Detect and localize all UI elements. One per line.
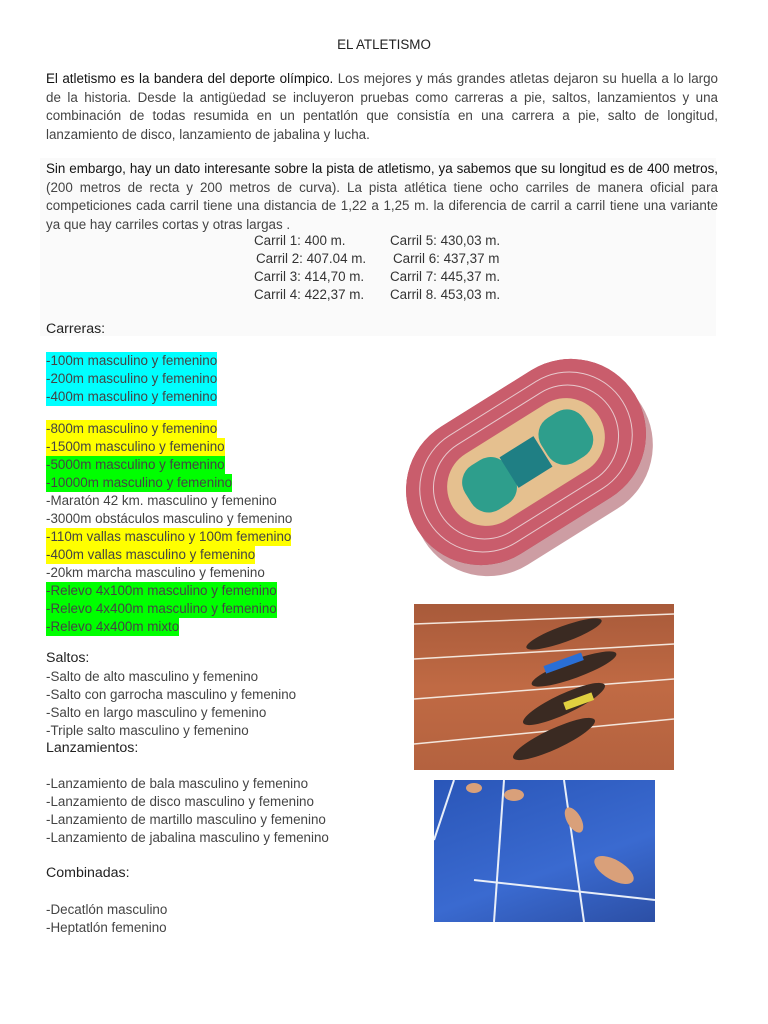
sprinters-start-photo [414, 604, 674, 770]
list-item: -Relevo 4x400m mixto [46, 619, 180, 634]
intro-paragraph [46, 70, 718, 144]
saltos-heading: Saltos: [46, 650, 90, 666]
list-item: -800m masculino y femenino [46, 421, 218, 436]
lane-length: Carril 7: 445,37 m. [390, 269, 501, 284]
lane-length: Carril 1: 400 m. [254, 233, 346, 248]
list-item: -Decatlón masculino [46, 902, 168, 917]
list-item: -10000m masculino y femenino [46, 475, 233, 490]
list-item: -100m masculino y femenino [46, 353, 218, 368]
track-stadium-image [388, 332, 664, 592]
list-item: -Relevo 4x400m masculino y femenino [46, 601, 277, 616]
list-item: -Lanzamiento de jabalina masculino y femenino [46, 830, 329, 845]
list-item: -Salto de alto masculino y femenino [46, 669, 259, 684]
lane-length: Carril 5: 430,03 m. [390, 233, 501, 248]
lane-length: Carril 6: 437,37 m [393, 251, 500, 266]
list-item: -Lanzamiento de bala masculino y femenino [46, 776, 309, 791]
list-item: -3000m obstáculos masculino y femenino [46, 511, 293, 526]
list-item: -Lanzamiento de disco masculino y femenino [46, 794, 314, 809]
list-item: -20km marcha masculino y femenino [46, 565, 265, 580]
list-item: -Salto en largo masculino y femenino [46, 705, 267, 720]
intro-bold: El atletismo es la bandera del deporte olímpico. [46, 71, 334, 86]
lane-length: Carril 8. 453,03 m. [390, 287, 501, 302]
page-title: EL ATLETISMO [337, 37, 431, 52]
combinadas-heading: Combinadas: [46, 865, 130, 881]
intro-text: Los mejores y más grandes atletas dejaron su huella a lo largo de la historia. Desde la antigüedad se incluyeron pruebas como carreras a pie, saltos, lanzamientos y una combinación de todas resumida en un pentatlón que consistía en una carrera a pie, salto de longitud, lanzamiento de disco, lanzamiento de jabalina y lucha. [46, 71, 718, 142]
list-item: -400m vallas masculino y femenino [46, 547, 256, 562]
lane-length: Carril 2: 407.04 m. [256, 251, 367, 266]
list-item: -110m vallas masculino y 100m femenino [46, 529, 292, 544]
carreras-heading: Carreras: [46, 321, 106, 337]
list-item: -200m masculino y femenino [46, 371, 218, 386]
list-item: -Heptatlón femenino [46, 920, 167, 935]
track-info-bold: 400 metros, [647, 161, 718, 176]
list-item: -5000m masculino y femenino [46, 457, 225, 472]
lanzamientos-heading: Lanzamientos: [46, 740, 139, 756]
track-info-text: (200 metros de recta y 200 metros de curva). La pista atlética tiene ocho carriles de manera oficial para competiciones cada carril tiene una distancia de 1,22 a 1,25 m. la diferencia de carril a carril tiene una variante ya que hay carriles cortas y otras largas . [46, 179, 718, 232]
list-item: -Lanzamiento de martillo masculino y femenino [46, 812, 326, 827]
list-item: -400m masculino y femenino [46, 389, 218, 404]
starting-hands-photo [434, 780, 655, 922]
list-item: -Triple salto masculino y femenino [46, 723, 249, 738]
list-item: -Salto con garrocha masculino y femenino [46, 687, 297, 702]
list-item: -1500m masculino y femenino [46, 439, 225, 454]
lane-length: Carril 4: 422,37 m. [254, 287, 365, 302]
lane-length: Carril 3: 414,70 m. [254, 269, 365, 284]
track-info-paragraph [46, 160, 718, 234]
list-item: -Relevo 4x100m masculino y femenino [46, 583, 277, 598]
track-info-lead: Sin embargo, hay un dato interesante sobre la pista de atletismo, ya sabemos que su longitud es de [46, 161, 648, 176]
list-item: -Maratón 42 km. masculino y femenino [46, 493, 277, 508]
